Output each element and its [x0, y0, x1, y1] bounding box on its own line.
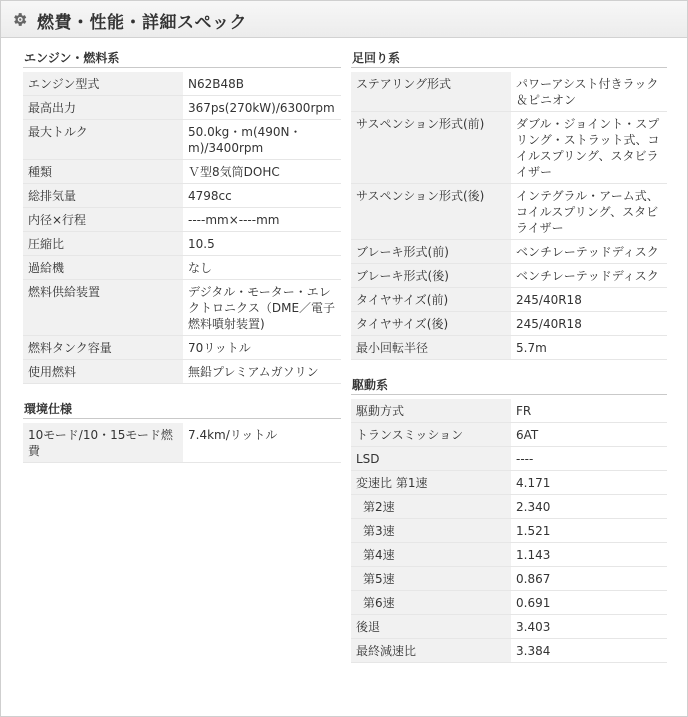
- spec-value: 5.7m: [511, 336, 667, 360]
- spec-value: 7.4km/リットル: [183, 423, 341, 463]
- spec-value: ベンチレーテッドディスク: [511, 264, 667, 288]
- gear-icon: [11, 11, 28, 28]
- spec-value: 3.384: [511, 639, 667, 663]
- spec-value: 無鉛プレミアムガソリン: [183, 360, 341, 384]
- spec-value: Ｖ型8気筒DOHC: [183, 160, 341, 184]
- spec-label: ステアリング形式: [351, 72, 511, 112]
- spec-label: トランスミッション: [351, 423, 511, 447]
- table-row: [23, 280, 341, 336]
- table-row: [23, 232, 341, 256]
- table-row: [23, 96, 341, 120]
- table-row: [351, 264, 667, 288]
- spec-label: LSD: [351, 447, 511, 471]
- spec-value: 1.521: [511, 519, 667, 543]
- spec-label: エンジン型式: [23, 72, 183, 96]
- section-title-suspension: 足回り系: [351, 49, 667, 68]
- spec-label: 第4速: [351, 543, 511, 567]
- table-row: [23, 184, 341, 208]
- left-column: [23, 47, 341, 463]
- drive-spec-table: [351, 399, 667, 663]
- spec-label: タイヤサイズ(後): [351, 312, 511, 336]
- spec-label: 変速比 第1速: [351, 471, 511, 495]
- spec-value: ----mm×----mm: [183, 208, 341, 232]
- spec-label: 燃料供給装置: [23, 280, 183, 336]
- spec-label: 内径×行程: [23, 208, 183, 232]
- engine-spec-table: [23, 72, 341, 384]
- spec-value: 245/40R18: [511, 312, 667, 336]
- table-row: [351, 336, 667, 360]
- table-row: [351, 184, 667, 240]
- spec-value: インテグラル・アーム式、コイルスプリング、スタビライザー: [511, 184, 667, 240]
- table-row: [23, 423, 341, 463]
- spec-label: 最大トルク: [23, 120, 183, 160]
- spec-label: 燃料タンク容量: [23, 336, 183, 360]
- table-row: [351, 495, 667, 519]
- spec-label: 第2速: [351, 495, 511, 519]
- section-title-engine: エンジン・燃料系: [23, 49, 341, 68]
- table-row: [23, 256, 341, 280]
- table-row: [351, 72, 667, 112]
- spec-value: 245/40R18: [511, 288, 667, 312]
- spec-value: 50.0kg・m(490N・m)/3400rpm: [183, 120, 341, 160]
- panel-header: [1, 1, 687, 38]
- page-title: 燃費・性能・詳細スペック: [37, 13, 247, 33]
- spec-label: 総排気量: [23, 184, 183, 208]
- spec-value: 0.691: [511, 591, 667, 615]
- spec-value: 1.143: [511, 543, 667, 567]
- spec-value: N62B48B: [183, 72, 341, 96]
- spec-value: ----: [511, 447, 667, 471]
- spec-label: 使用燃料: [23, 360, 183, 384]
- spec-value: 0.867: [511, 567, 667, 591]
- section-title-environment: 環境仕様: [23, 400, 341, 419]
- spec-label: 最終減速比: [351, 639, 511, 663]
- spec-value: 3.403: [511, 615, 667, 639]
- table-row: [351, 288, 667, 312]
- spec-label: 後退: [351, 615, 511, 639]
- table-row: [351, 240, 667, 264]
- table-row: [351, 639, 667, 663]
- table-row: [351, 447, 667, 471]
- spec-label: 第5速: [351, 567, 511, 591]
- table-row: [351, 112, 667, 184]
- spec-value: 2.340: [511, 495, 667, 519]
- spec-label: 過給機: [23, 256, 183, 280]
- spec-label: サスペンション形式(前): [351, 112, 511, 184]
- table-row: [351, 615, 667, 639]
- spec-value: デジタル・モーター・エレクトロニクス（DME／電子燃料噴射装置): [183, 280, 341, 336]
- spec-value: 70リットル: [183, 336, 341, 360]
- spec-label: ブレーキ形式(後): [351, 264, 511, 288]
- spec-label: 第3速: [351, 519, 511, 543]
- spec-label: 圧縮比: [23, 232, 183, 256]
- right-column: [351, 47, 667, 663]
- table-row: [351, 312, 667, 336]
- spec-value: 4798cc: [183, 184, 341, 208]
- table-row: [23, 360, 341, 384]
- environment-spec-table: [23, 423, 341, 463]
- spec-label: サスペンション形式(後): [351, 184, 511, 240]
- table-row: [23, 72, 341, 96]
- table-row: [351, 519, 667, 543]
- table-row: [351, 471, 667, 495]
- spec-label: 種類: [23, 160, 183, 184]
- table-row: [23, 208, 341, 232]
- spec-label: 駆動方式: [351, 399, 511, 423]
- table-row: [351, 567, 667, 591]
- suspension-spec-table: [351, 72, 667, 360]
- spec-label: 最高出力: [23, 96, 183, 120]
- spec-value: ダブル・ジョイント・スプリング・ストラット式、コイルスプリング、スタビライザー: [511, 112, 667, 184]
- table-row: [23, 336, 341, 360]
- table-row: [23, 160, 341, 184]
- spec-value: 4.171: [511, 471, 667, 495]
- spec-label: 10モード/10・15モード燃費: [23, 423, 183, 463]
- spec-label: タイヤサイズ(前): [351, 288, 511, 312]
- table-row: [351, 423, 667, 447]
- table-row: [351, 543, 667, 567]
- spec-label: 最小回転半径: [351, 336, 511, 360]
- spec-value: FR: [511, 399, 667, 423]
- spec-value: なし: [183, 256, 341, 280]
- spec-value: パワーアシスト付きラック＆ピニオン: [511, 72, 667, 112]
- table-row: [351, 591, 667, 615]
- table-row: [23, 120, 341, 160]
- spec-value: ベンチレーテッドディスク: [511, 240, 667, 264]
- spec-label: ブレーキ形式(前): [351, 240, 511, 264]
- spec-value: 6AT: [511, 423, 667, 447]
- spec-value: 367ps(270kW)/6300rpm: [183, 96, 341, 120]
- table-row: [351, 399, 667, 423]
- section-title-drive: 駆動系: [351, 376, 667, 395]
- spec-label: 第6速: [351, 591, 511, 615]
- spec-value: 10.5: [183, 232, 341, 256]
